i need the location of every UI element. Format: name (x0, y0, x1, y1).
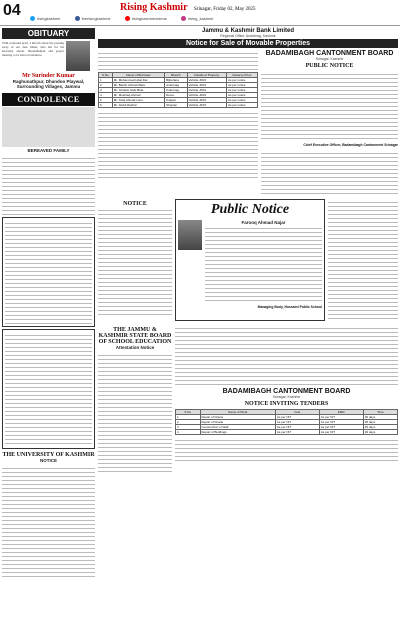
public-notice-sig: Managing Body, Hussaini Public School (257, 305, 322, 309)
cantonment-name-2: BADAMIBAGH CANTONMENT BOARD (222, 388, 351, 395)
cantonment-text-2 (261, 150, 398, 195)
sale-terms (98, 110, 258, 180)
cantonment-name: BADAMIBAGH CANTONMENT BOARD (265, 50, 394, 57)
school-text (98, 352, 172, 472)
condolence-text (2, 155, 95, 215)
masthead-title: Rising Kashmir (120, 2, 188, 13)
cantonment-text (261, 71, 398, 141)
table-row: 1 Repair of Drains As per NIT As per NIT 30 days (176, 415, 398, 420)
social-item[interactable]: risingkashmirvideos (125, 16, 167, 21)
cantonment-section (261, 50, 398, 195)
masthead (120, 2, 255, 13)
school-name: THE JAMMU & KASHMIR STATE BOARD OF SCHOOL EDUCATION (98, 327, 172, 345)
youtube-icon (125, 16, 130, 21)
public-notice-text (205, 225, 322, 303)
table-header: Time (363, 410, 397, 415)
condolence-band: CONDOLENCE (2, 93, 95, 106)
cantonment-sig: Chief Executive Officer, Badamibagh Cantonment Srinagar (303, 143, 398, 147)
obituary-photo (66, 41, 90, 71)
table-row: 2 Repair of Roads As per NIT As per NIT 30 days (176, 420, 398, 425)
table-header: Name of Borrower (112, 73, 164, 78)
table-header: S.No (99, 73, 113, 78)
social-bar (30, 16, 390, 21)
sale-notice-band: Notice for Sale of Movable Properties (98, 39, 398, 48)
social-item[interactable]: rising_kashmir (181, 16, 214, 21)
cantonment-address-2: Srinagar, Kashmir (272, 395, 301, 399)
mid-left-text (98, 207, 172, 317)
table-row: 5 Mr. Tariq Ahmad Lone Kulgam Vehicle JK03 As per notice (99, 98, 258, 103)
public-notice-label: NOTICE (123, 201, 147, 207)
middle-section (98, 199, 398, 321)
sale-table-wrap (98, 50, 258, 195)
condolence-photo (2, 107, 95, 147)
tender-title: NOTICE INVITING TENDERS (244, 401, 329, 407)
university-name: THE UNIVERSITY OF KASHMIR (2, 452, 95, 458)
university-text (2, 465, 95, 577)
tender-terms (175, 437, 398, 461)
social-item[interactable]: risingkashmir (30, 16, 61, 21)
right-column (98, 28, 398, 640)
mid-left (98, 199, 172, 321)
mid-right (328, 199, 398, 321)
public-notice-heading: Public Notice (210, 202, 290, 217)
bank-address: Regional Office: Anantnag, Kashmir (220, 34, 276, 38)
left-column (2, 28, 95, 640)
table-row: 3 Mr. Ghulam Nabi Bhat Kokernag Vehicle JK03 As per notice (99, 88, 258, 93)
social-item[interactable]: therisingkashmir (75, 16, 111, 21)
obituary-name: Mr Surinder Kumar (22, 73, 75, 79)
table-header: Branch (165, 73, 188, 78)
table-row: 3 Construction of Wall As per NIT As per NIT 45 days (176, 425, 398, 430)
condolence-heading: BEREAVED FAMILY (27, 148, 70, 153)
public-notice-photo (178, 220, 202, 250)
twitter-icon (30, 16, 35, 21)
cantonment-notice-label: PUBLIC NOTICE (305, 63, 354, 69)
notice-text (5, 332, 92, 446)
table-header: Name of Work (200, 410, 275, 415)
page-number: 04 (3, 2, 21, 19)
table-header: Cost (275, 410, 319, 415)
mid-right-text (328, 199, 398, 321)
public-notice-name: Farooq Ahmad Najar (241, 220, 286, 225)
table-header: S.No (176, 410, 201, 415)
bank-header (98, 28, 398, 38)
sale-table (98, 72, 258, 108)
table-row: 6 Mr. Abdul Rashid Shopian Vehicle JK03 As per notice (99, 103, 258, 108)
tender-table (175, 409, 398, 435)
dateline: Srinagar, Friday 02, May 2025 (194, 7, 256, 12)
bank-section (98, 50, 398, 195)
cantonment-address: Srinagar, Kashmir (315, 57, 344, 61)
left-notice-1 (2, 217, 95, 327)
bank-name: Jammu & Kashmir Bank Limited (201, 28, 295, 34)
table-header: Reserve Price (226, 73, 257, 78)
lower-left (98, 325, 172, 472)
obituary-block (2, 41, 95, 71)
table-row: 1 Mr. Mohammad Iqbal Dar Bijbehara Vehicle JK03 As per notice (99, 78, 258, 83)
lower-right-text (175, 325, 398, 385)
notice-text (5, 220, 92, 324)
lower-right (175, 325, 398, 472)
school-sub: Attestation Notice (115, 345, 155, 350)
university-sub: NOTICE (39, 458, 57, 463)
facebook-icon (75, 16, 80, 21)
left-notice-2 (2, 329, 95, 449)
public-notice-box (175, 199, 325, 321)
table-row: 4 Mr. Mushtaq Ahmad Dooru Vehicle JK03 As per notice (99, 93, 258, 98)
obituary-band: OBITUARY (2, 28, 95, 39)
cantonment-header-2 (175, 388, 398, 399)
cantonment-header (261, 50, 398, 61)
lower-section (98, 325, 398, 472)
instagram-icon (181, 16, 186, 21)
table-header: Details of Property (187, 73, 226, 78)
table-row: 4 Repair of Buildings As per NIT As per NIT 30 days (176, 430, 398, 435)
table-row: 2 Mr. Bashir Ahmad Wani Anantnag Vehicle JK03 As per notice (99, 83, 258, 88)
table-header: EMD (319, 410, 363, 415)
page-header (0, 0, 400, 26)
obituary-text: With profound grief, I inform about the passing away of our dear father, who left for his heavenly abode. Shraddhanjali and prayer meeting to be held at residence. (2, 41, 64, 57)
sale-intro (98, 50, 258, 72)
obituary-subtitle: Raghunathpur, Dhandoo Playwal, Surrounding Villages, Jammu (12, 79, 85, 89)
